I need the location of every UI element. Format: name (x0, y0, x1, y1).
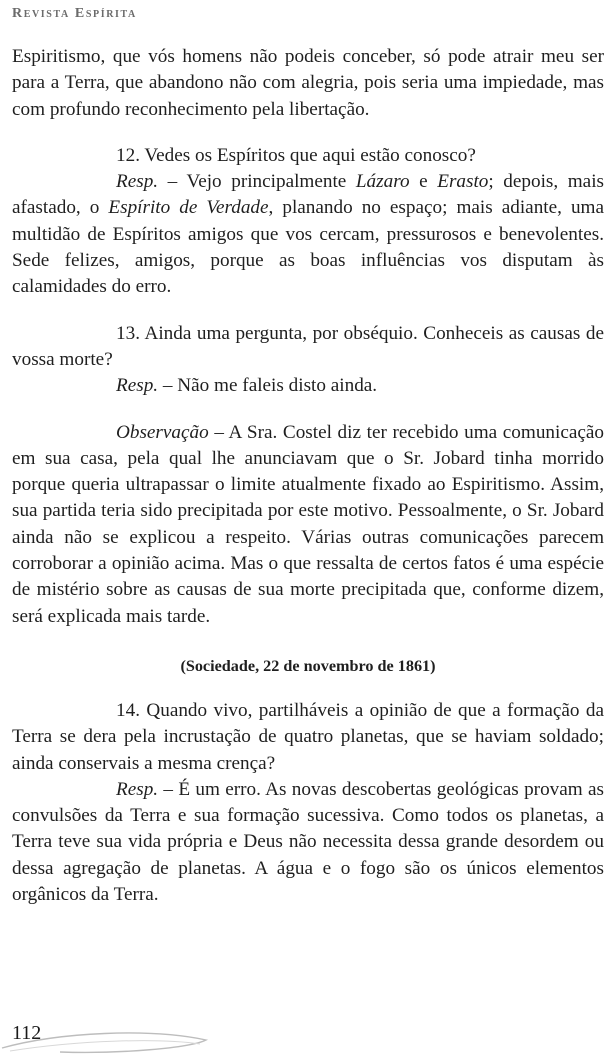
resp-label: Resp. (116, 171, 159, 193)
running-header: Revista Espírita (12, 6, 137, 21)
question-14: 14. Quando vivo, partilháveis a opinião de que a formação da Terra se dera pela incrustação de quatro planetas, que se haviam soldado; ainda conservais a mesma crença? (12, 699, 604, 774)
observation-paragraph: Observação – A Sra. Costel diz ter recebido uma comunicação em sua casa, pela qual lhe anunciavam que o Sr. Jobard tinha morrido porque queria ultrapassar o limite atualmente fixado ao Espiritismo. Assim, sua partida teria sido precipitada por este motivo. Pessoalmente, o Sr. Jobard ainda não se explicou a respeito. Várias outras comunicações parecem corroborar a opinião acima. Mas o que ressalta de certos fatos é uma espécie de mistério sobre as causas de sua morte precipitada que, conforme dizem, será explicada mais tarde. (12, 421, 604, 627)
resp-label: Resp. (116, 375, 159, 397)
question-13: 13. Ainda uma pergunta, por obséquio. Conheceis as causas de vossa morte? (12, 322, 604, 370)
answer-14: Resp. – É um erro. As novas descobertas geológicas provam as convulsões da Terra e sua formação sucessiva. Como todos os planetas, a Terra teve sua vida própria e Deus não necessita dessa grande desordem ou dessa agregação de planetas. A água e o fogo são os únicos elementos orgânicos da Terra. (12, 778, 604, 906)
name-erasto: Erasto (437, 171, 489, 193)
resp-label: Resp. (116, 778, 159, 800)
answer-12: Resp. – Vejo principalmente Lázaro e Erasto; depois, mais afastado, o Espírito de Verdade, planando no espaço; mais adiante, uma multidão de Espíritos amigos que vos cercam, pressurosos e benevolentes. Sede felizes, amigos, porque as boas influências vos disputam às calamidades do erro. (12, 171, 604, 298)
name-espirito-de-verdade: Espírito de Verdade (108, 197, 269, 219)
observation-label: Observação (116, 421, 209, 443)
page-body (12, 44, 604, 908)
answer-13: Resp. – Não me faleis disto ainda. (116, 375, 378, 397)
page-number: 112 (12, 1022, 42, 1044)
section-heading: (Sociedade, 22 de novembro de 1861) (180, 656, 436, 675)
paragraph-continuation: Espiritismo, que vós homens não podeis conceber, só pode atrair meu ser para a Terra, que abandono não com alegria, pois seria uma impiedade, mas com profundo reconhecimento pela libertação. (12, 46, 604, 120)
question-12: 12. Vedes os Espíritos que aqui estão conosco? (116, 144, 476, 166)
name-lazaro: Lázaro (355, 171, 410, 193)
